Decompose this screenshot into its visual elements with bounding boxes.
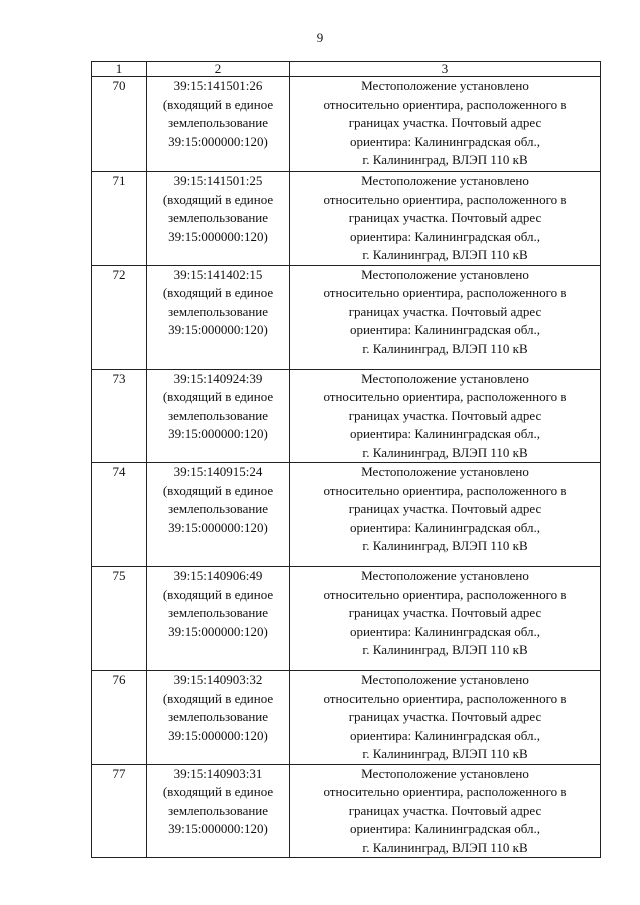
page-number: 9	[316, 30, 324, 45]
parcel-cell	[147, 567, 290, 671]
row-number: 77	[92, 764, 147, 858]
table-row	[92, 77, 601, 172]
location-line: относительно ориентира, расположенного в	[323, 586, 567, 602]
location-line: относительно ориентира, расположенного в	[323, 690, 567, 706]
table-row	[92, 172, 601, 266]
parcel-line: (входящий в единое	[162, 784, 274, 799]
location-line: границах участка. Почтовый адрес	[348, 605, 542, 620]
table-row	[92, 567, 601, 671]
location-line: границах участка. Почтовый адрес	[348, 115, 542, 130]
location-line: Местоположение установлено	[361, 173, 529, 188]
location-line: относительно ориентира, расположенного в	[323, 482, 567, 498]
location-line: относительно ориентира, расположенного в	[323, 96, 567, 112]
parcel-line: землепользование	[167, 210, 269, 225]
location-line: ориентира: Калининградская обл.,	[349, 821, 541, 836]
parcel-line: (входящий в единое	[162, 389, 274, 404]
parcel-line: 39:15:141402:15	[173, 266, 263, 282]
table-row	[92, 463, 601, 567]
row-number: 72	[92, 265, 147, 369]
location-line: г. Калининград, ВЛЭП 110 кВ	[362, 340, 528, 356]
location-line: Местоположение установлено	[361, 568, 529, 583]
location-line: ориентира: Калининградская обл.,	[349, 519, 541, 535]
location-line: ориентира: Калининградская обл.,	[349, 322, 541, 337]
row-number: 73	[92, 369, 147, 463]
location-line: Местоположение установлено	[361, 672, 529, 687]
table-row	[92, 369, 601, 463]
table-row	[92, 671, 601, 765]
parcel-line: 39:15:000000:120)	[168, 727, 268, 743]
location-cell	[290, 172, 601, 266]
parcel-line: 39:15:000000:120)	[168, 821, 268, 836]
location-cell	[290, 369, 601, 463]
parcel-line: 39:15:141501:25	[173, 173, 263, 188]
parcel-line: землепользование	[167, 407, 269, 423]
parcel-line: землепользование	[167, 802, 269, 818]
parcel-line: землепользование	[167, 709, 269, 724]
location-line: г. Калининград, ВЛЭП 110 кВ	[362, 152, 528, 167]
location-line: ориентира: Калининградская обл.,	[349, 727, 541, 743]
location-line: г. Калининград, ВЛЭП 110 кВ	[362, 444, 528, 460]
location-line: границах участка. Почтовый адрес	[348, 303, 542, 319]
parcel-line: 39:15:000000:120)	[168, 426, 268, 441]
parcel-line: (входящий в единое	[162, 586, 274, 602]
location-line: Местоположение установлено	[361, 464, 529, 479]
row-number: 71	[92, 172, 147, 266]
parcel-line: землепользование	[167, 115, 269, 130]
parcel-cell	[147, 671, 290, 765]
location-line: относительно ориентира, расположенного в	[323, 784, 567, 799]
location-line: границах участка. Почтовый адрес	[348, 802, 542, 818]
parcel-line: 39:15:140915:24	[173, 464, 263, 479]
parcel-line: (входящий в единое	[162, 285, 274, 300]
table-body	[92, 77, 601, 858]
column-header-3: 3	[290, 62, 601, 77]
parcel-line: 39:15:141501:26	[173, 78, 263, 93]
parcel-line: землепользование	[167, 303, 269, 319]
parcel-line: 39:15:000000:120)	[168, 133, 268, 149]
parcel-line: 39:15:000000:120)	[168, 322, 268, 337]
parcel-line: 39:15:000000:120)	[168, 228, 268, 244]
parcel-cell	[147, 265, 290, 369]
parcel-line: землепользование	[167, 501, 269, 516]
location-line: г. Калининград, ВЛЭП 110 кВ	[362, 538, 528, 553]
table-header-row	[92, 62, 601, 77]
row-number: 76	[92, 671, 147, 765]
parcel-cell	[147, 172, 290, 266]
location-line: Местоположение установлено	[361, 266, 529, 282]
row-number: 74	[92, 463, 147, 567]
location-line: г. Калининград, ВЛЭП 110 кВ	[362, 839, 528, 855]
parcel-line: (входящий в единое	[162, 96, 274, 112]
parcel-line: (входящий в единое	[162, 482, 274, 498]
location-line: границах участка. Почтовый адрес	[348, 501, 542, 516]
parcel-line: (входящий в единое	[162, 690, 274, 706]
location-line: Местоположение установлено	[361, 765, 529, 781]
location-line: относительно ориентира, расположенного в	[323, 389, 567, 404]
table-row	[92, 764, 601, 858]
location-line: границах участка. Почтовый адрес	[348, 709, 542, 724]
parcel-cell	[147, 77, 290, 172]
parcel-table	[91, 61, 601, 858]
location-cell	[290, 77, 601, 172]
parcel-line: 39:15:140906:49	[173, 568, 263, 583]
location-cell	[290, 671, 601, 765]
location-line: границах участка. Почтовый адрес	[348, 210, 542, 225]
location-line: ориентира: Калининградская обл.,	[349, 426, 541, 441]
parcel-line: 39:15:000000:120)	[168, 519, 268, 535]
location-line: ориентира: Калининградская обл.,	[349, 133, 541, 149]
parcel-cell	[147, 369, 290, 463]
location-line: относительно ориентира, расположенного в	[323, 191, 567, 207]
parcel-cell	[147, 764, 290, 858]
location-line: относительно ориентира, расположенного в	[323, 285, 567, 300]
location-line: Местоположение установлено	[361, 370, 529, 386]
location-line: г. Калининград, ВЛЭП 110 кВ	[362, 642, 528, 657]
parcel-line: (входящий в единое	[162, 191, 274, 207]
location-line: Местоположение установлено	[361, 78, 529, 93]
parcel-line: землепользование	[167, 605, 269, 620]
location-cell	[290, 463, 601, 567]
table-row	[92, 265, 601, 369]
parcel-cell	[147, 463, 290, 567]
parcel-line: 39:15:140903:31	[173, 765, 263, 781]
location-cell	[290, 265, 601, 369]
location-line: г. Калининград, ВЛЭП 110 кВ	[362, 746, 528, 761]
location-cell	[290, 764, 601, 858]
row-number: 75	[92, 567, 147, 671]
parcel-line: 39:15:140924:39	[173, 370, 263, 386]
row-number: 70	[92, 77, 147, 172]
location-line: границах участка. Почтовый адрес	[348, 407, 542, 423]
column-header-1: 1	[92, 62, 147, 77]
parcel-line: 39:15:140903:32	[173, 672, 263, 687]
location-cell	[290, 567, 601, 671]
parcel-line: 39:15:000000:120)	[168, 623, 268, 639]
column-header-2: 2	[147, 62, 290, 77]
location-line: ориентира: Калининградская обл.,	[349, 228, 541, 244]
location-line: ориентира: Калининградская обл.,	[349, 623, 541, 639]
location-line: г. Калининград, ВЛЭП 110 кВ	[362, 247, 528, 262]
